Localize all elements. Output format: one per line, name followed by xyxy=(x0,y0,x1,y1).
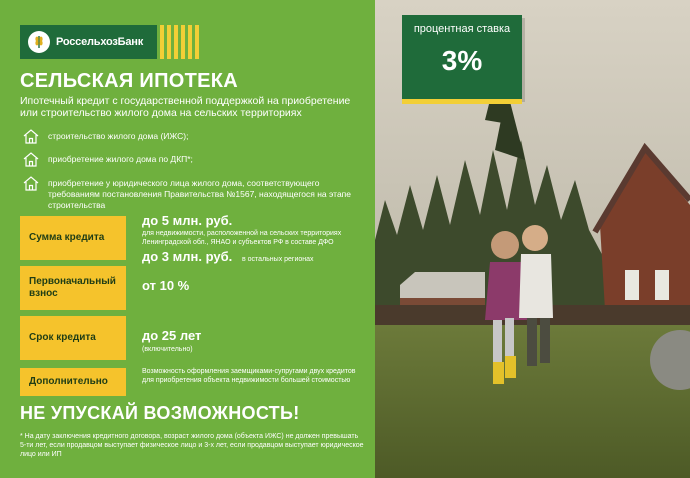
amount-value-1: до 5 млн. руб. xyxy=(142,213,233,228)
amount-label: Сумма кредита xyxy=(20,216,126,260)
down-payment-value: от 10 % xyxy=(142,278,190,293)
bullet-text: приобретение у юридического лица жилого дома, соответствующего требованиям постановления Правительства №1567, находящегося на этапе строительства xyxy=(48,178,351,210)
house-icon xyxy=(22,151,40,167)
bullet-item xyxy=(22,128,358,144)
house-icon xyxy=(22,128,40,144)
term-value: до 25 лет xyxy=(142,328,202,343)
amount-note-1: для недвижимости, расположенной на сельских территориях Ленинградской обл., ЯНАО и субъектов РФ в составе ДФО xyxy=(142,230,342,246)
bullet-text: приобретение жилого дома по ДКП*; xyxy=(48,154,193,164)
bullet-item xyxy=(22,175,358,211)
logo-stripes xyxy=(160,25,199,59)
term-note: (включительно) xyxy=(142,346,193,353)
rate-label: процентная ставка xyxy=(413,23,511,35)
rate-value: 3% xyxy=(441,45,483,76)
rate-badge xyxy=(402,15,522,99)
extra-value: Возможность оформления заемщиками-супругами двух кредитов для приобретения объекта недвижимости большей стоимостью xyxy=(142,368,356,384)
brand-name: РоссельхозБанк xyxy=(56,36,143,48)
down-payment-label: Первоначальный взнос xyxy=(20,266,126,310)
wheat-emblem-icon xyxy=(28,31,50,53)
rate-accent-bar xyxy=(402,99,522,104)
term-label: Срок кредита xyxy=(20,316,126,360)
footnote: * На дату заключения кредитного договора, возраст жилого дома (объекта ИЖС) не должен превышать 5-ти лет, если продавцом выступает физическое лицо и 3-х лет, если продавцом выступает юридическое лицо или ИП xyxy=(20,433,364,458)
call-to-action: НЕ УПУСКАЙ ВОЗМОЖНОСТЬ! xyxy=(20,403,300,423)
page-title: СЕЛЬСКАЯ ИПОТЕКА xyxy=(20,70,239,92)
amount-value-2: до 3 млн. руб. xyxy=(142,249,233,264)
bullet-item xyxy=(22,151,358,167)
page-subtitle: Ипотечный кредит с государственной поддержкой на приобретение или строительство жилого дома на сельских территориях xyxy=(20,95,351,119)
amount-note-2: в остальных регионах xyxy=(242,256,314,263)
bullet-text: строительство жилого дома (ИЖС); xyxy=(48,131,189,141)
extra-label: Дополнительно xyxy=(20,368,126,396)
house-icon xyxy=(22,175,40,191)
bank-logo xyxy=(20,25,157,59)
